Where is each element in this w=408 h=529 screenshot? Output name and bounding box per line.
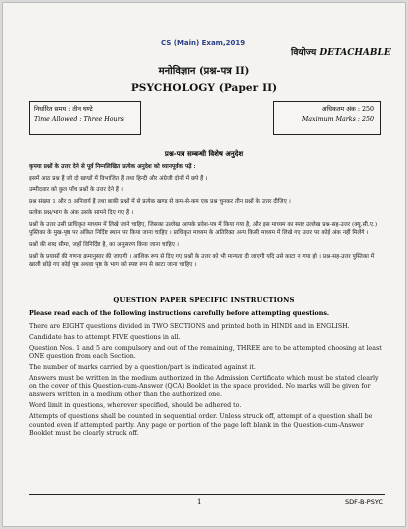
maximum-marks-english: Maximum Marks : 250 — [301, 116, 374, 123]
paper-title-hindi: मनोविज्ञान (प्रश्न-पत्र II) — [158, 66, 250, 77]
time-allowed-hindi: निर्धारित समय : तीन घण्टे — [34, 106, 93, 113]
english-instruction-item: The number of marks carried by a question/part is indicated against it. — [29, 363, 256, 371]
english-instructions — [29, 323, 385, 441]
detachable-label — [291, 45, 391, 58]
detachable-hindi: वियोज्य — [291, 48, 317, 58]
hindi-instruction-item: प्रश्न संख्या 1 और 5 अनिवार्य हैं तथा बाकी प्रश्नों में से प्रत्येक खण्ड से कम-से-कम एक प्रश्न चुनकर तीन प्रश्नों के उत्तर दीजिए । — [29, 198, 291, 205]
time-allowed-english: Time Allowed : Three Hours — [34, 116, 124, 123]
english-instructions-heading: QUESTION PAPER SPECIFIC INSTRUCTIONS — [113, 296, 295, 304]
hindi-instructions-lead: कृपया प्रश्नों के उत्तर देने से पूर्व निम्नलिखित प्रत्येक अनुदेश को ध्यानपूर्वक पढ़ें : — [29, 164, 196, 170]
hindi-instruction-item: उम्मीदवार को कुल पाँच प्रश्नों के उत्तर देने हैं । — [29, 187, 123, 194]
english-instruction-item: There are EIGHT questions divided in TWO SECTIONS and printed both in HINDI and in ENGLISH. — [29, 323, 350, 330]
english-instructions-lead: Please read each of the following instructions carefully before attempting questions. — [29, 310, 330, 317]
english-instruction-item: Attempts of questions shall be counted in sequential order. Unless struck off, attempt of a question shall be counted even if attempted partly. Any page or portion of the page left blank in the Question-cum-Answer Booklet must be clearly struck off. — [29, 413, 373, 437]
hindi-instructions-heading: प्रश्न-पत्र सम्बन्धी विशेष अनुदेश — [164, 149, 244, 158]
english-instruction-item: Question Nos. 1 and 5 are compulsory and out of the remaining, THREE are to be attempted choosing at least ONE question from each Section. — [29, 344, 382, 361]
exam-stamp: CS (Main) Exam,2019 — [161, 39, 246, 47]
exam-page — [3, 3, 405, 526]
hindi-instruction-item: प्रश्नों के उत्तर उसी प्राधिकृत माध्यम में लिखे जाने चाहिए, जिसका उल्लेख आपके प्रवेश-पत्र में किया गया है, और इस माध्यम का स्पष्ट उल्लेख प्रश्न-सह-उत्तर (क्यू.सी.ए.) पुस्तिका के मुख-पृष्ठ पर अंकित निर्दिष्ट स्थान पर किया जाना चाहिए । प्राधिकृत माध्यम के अतिरिक्त अन्य किसी माध्यम में लिखे गए उत्तर पर कोई अंक नहीं मिलेंगे । — [29, 221, 378, 237]
english-instruction-item: Candidate has to attempt FIVE questions in all. — [29, 333, 181, 341]
english-instruction-item: Answers must be written in the medium authorized in the Admission Certificate which must be stated clearly on the cover of this Question-cum-Answer (QCA) Booklet in the space provided. No marks will be given for answers written in a medium other than the authorized one. — [29, 374, 379, 399]
paper-title-english: PSYCHOLOGY (Paper II) — [130, 82, 278, 94]
hindi-instruction-item: प्रश्नों की शब्द सीमा, जहाँ विनिर्दिष्ट है, का अनुसरण किया जाना चाहिए । — [29, 241, 179, 248]
hindi-instructions — [29, 163, 385, 273]
time-allowed-box — [29, 101, 141, 135]
maximum-marks-box — [273, 101, 381, 135]
hindi-instruction-item: प्रश्नों के प्रयासों की गणना क्रमानुसार की जाएगी । आंशिक रूप से दिए गए प्रश्नों के उत्तर को भी मान्यता दी जाएगी यदि उसे काटा न गया हो । प्रश्न-सह-उत्तर पुस्तिका में खाली छोड़े गए कोई पृष्ठ अथवा पृष्ठ के भाग को स्पष्ट रूप से काटा जाना चाहिए । — [29, 253, 375, 268]
page-number: 1 — [197, 498, 202, 506]
hindi-instruction-item: इसमें आठ प्रश्न हैं जो दो खण्डों में विभाजित हैं तथा हिन्दी और अंग्रेजी दोनों में छपे हैं । — [29, 175, 208, 182]
paper-code: SDF-B-PSYC — [345, 498, 383, 506]
detachable-english: DETACHABLE — [319, 48, 391, 58]
english-instruction-item: Word limit in questions, wherever specified, should be adhered to. — [29, 402, 242, 410]
footer-divider — [29, 494, 385, 495]
maximum-marks-hindi: अधिकतम अंक : 250 — [321, 106, 374, 113]
hindi-instruction-item: प्रत्येक प्रश्न/भाग के अंक उसके सामने दिए गए हैं । — [29, 210, 134, 217]
